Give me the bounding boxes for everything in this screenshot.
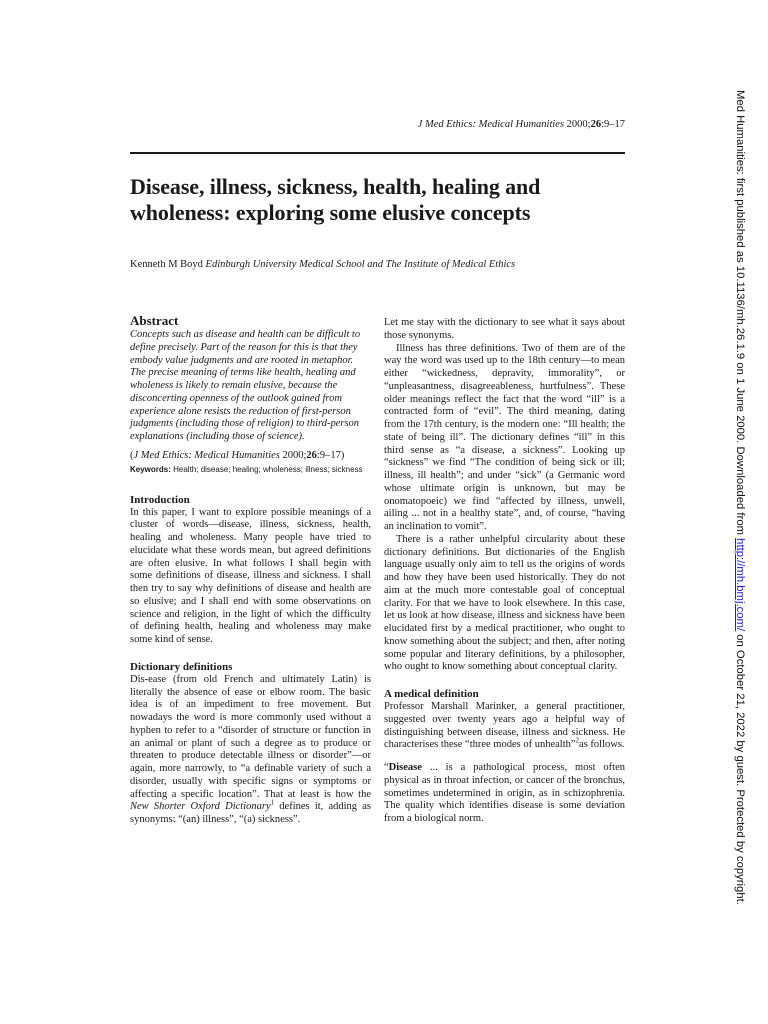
introduction-heading: Introduction [130, 493, 190, 506]
journal-name: J Med Ethics: Medical Humanities [417, 119, 565, 130]
copyright-sidebar: Med Humanities: first published as 10.1136/mh.26.1.9 on 1 June 2000. Downloaded from http://mh.bmj.com/ on October 21, 2022 by guest. Protected by copyright. [734, 90, 746, 905]
header-rule [130, 152, 625, 154]
journal-pages: :9–17 [601, 119, 625, 130]
journal-volume: 26 [590, 119, 602, 130]
right-paragraph-2: Illness has three definitions. Two of them are of the way the word was used up to the 18th century—to mean either “wickedness, depravity, immorality”, or “unpleasantness, disagreeableness, hurtfulness”. These older meanings reflect the fact that the word “ill” is a contracted form of “evil”. The third meaning, dating from the 17th century, is the modern one: “Ill health; the state of being ill”. The dictionary defines “ill” in this third sense as “a disease, a sickness”. Looking up “sickness” we find “The condition of being sick or ill; illness, ill health”; and under “sick” (a Germanic word whose ultimate origin is unknown, but may be onomatopoeic) we find “affected by illness, unwell, ailing ... not in a healthy state”, and, of course, “having an inclination to vomit”. [384, 342, 625, 532]
reference-marker: 2 [575, 736, 580, 745]
abstract-citation: (J Med Ethics: Medical Humanities 2000;26:9–17) [130, 449, 345, 461]
abstract-heading: Abstract [130, 313, 179, 328]
article-title: Disease, illness, sickness, health, healing and wholeness: exploring some elusive concepts [130, 174, 541, 225]
quote-label: Disease [388, 762, 422, 773]
dictionary-heading: Dictionary definitions [130, 660, 233, 673]
author-affiliation: Edinburgh University Medical School and The Institute of Medical Ethics [205, 259, 516, 270]
keywords-label: Keywords: [130, 464, 171, 474]
right-paragraph-3: There is a rather unhelpful circularity about these dictionary definitions. But dictionaries of the English language usually only aim to tell us the origins of words and how they have been used historically. They do not aim at the much more contestable goal of conceptual clarity. For that we have to look elsewhere. In this case, let us look at how disease, illness and sickness have been elucidated first by a medical practitioner, who ought to know something about the subject; and then, after noting some popular and literary definitions, by a philosopher, who ought to know something about conceptual clarity. [384, 533, 625, 673]
medical-definition-heading: A medical definition [384, 688, 479, 700]
citation-journal: J Med Ethics: Medical Humanities [133, 449, 280, 461]
right-paragraph-1: Let me stay with the dictionary to see what it says about those synonyms. [384, 317, 625, 341]
reference-marker: 1 [270, 798, 275, 807]
dictionary-book-title: New Shorter Oxford Dictionary [130, 801, 271, 813]
journal-year: 2000; [566, 119, 591, 130]
introduction-body: In this paper, I want to explore possible meanings of a cluster of words—disease, illness, sickness, health, healing and wholeness. Many people have tried to elucidate what these words mean, but agreed definitions are often elusive. In what follows I shall begin with some definitions of disease, illness and sickness. I shall then try to say why definitions of disease and health are so elusive; and I shall end with some observations on science and religion, in the light of which the difficulty of defining health, healing and wholeness may make some kind of sense. [130, 506, 371, 645]
medical-definition-body: Professor Marshall Marinker, a general practitioner, suggested over twenty years ago a helpful way of distinguishing between disease, illness and sickness. He characterises these “three modes of unhealth”$^2$as follows. [384, 701, 625, 751]
download-link[interactable]: http://mh.bmj.com/ [734, 538, 746, 632]
dictionary-body: Dis-ease (from old French and ultimately Latin) is literally the absence of ease or elbow room. The basic idea is of an impediment to free movement. But nowadays the word is more commonly used without a hyphen to refer to a “disorder of structure or function in an animal or plant of such a degree as to produce or threaten to produce detectable illness or disorder”—or again, more narrowly, to “a definable variety of such a disorder, usually with specific signs or symptoms or affecting a specific location”. That at least is how the New Shorter Oxford Dictionary$^1$ defines it, adding as synonyms: “(an) illness”, “(a) sickness”. [130, 673, 371, 825]
right-column [384, 317, 625, 826]
citation-volume: 26 [306, 449, 317, 461]
keywords-list: Health; disease; healing; wholeness; illness; sickness [170, 464, 363, 474]
author-name: Kenneth M Boyd [130, 259, 203, 270]
keywords [130, 464, 371, 476]
abstract-body: Concepts such as disease and health can be difficult to define precisely. Part of the reason for this is that they embody value judgments and are rooted in metaphor. The precise meaning of terms like health, healing and wholeness is likely to remain elusive, because the disconcerting openness of the outlook gained from experience alone resists the reduction of first-person judgments (including those of religion) to third-person explanations (including those of science). [130, 329, 361, 442]
disease-quote: “Disease ... is a pathological process, most often physical as in throat infection, or cancer of the bronchus, sometimes undetermined in origin, as in schizophrenia. The quality which identifies disease is some deviation from a biological norm. [384, 762, 625, 824]
left-column [130, 313, 371, 827]
journal-reference [418, 119, 625, 130]
author-line [130, 259, 625, 270]
